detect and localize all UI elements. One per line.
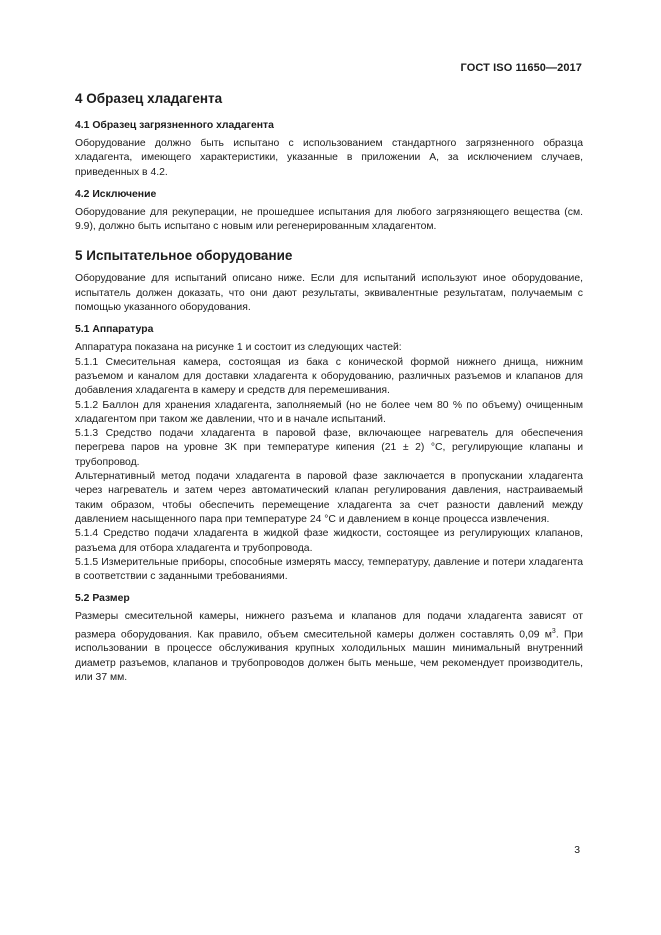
page-content	[75, 91, 583, 685]
section-4-2-paragraph: Оборудование для рекуперации, не прошедшее испытания для любого загрязняющего вещества (см. 9.9), должно быть испытано с новым или регенерированным хладагентом.	[75, 206, 583, 233]
section-5-heading: 5 Испытательное оборудование	[75, 248, 293, 264]
clause-5-1-4: 5.1.4 Средство подачи хладагента в жидкой фазе жидкости, состоящее из регулирующих клапанов, разъема для отбора хладагента и трубопровода.	[75, 528, 583, 554]
section-4-2-heading: 4.2 Исключение	[75, 188, 157, 200]
page-number: 3	[574, 845, 580, 856]
clause-5-1-2: 5.1.2 Баллон для хранения хладагента, заполняемый (но не более чем 80 % по объему) очищенным хладагентом при таком же давлении, что и в начале испытаний.	[75, 399, 583, 425]
section-5-2-paragraph	[75, 610, 583, 685]
section-4-1-paragraph: Оборудование должно быть испытано с использованием стандартного загрязненного образца хладагента, имеющего характеристики, указанные в приложении А, за исключением случаев, приведенных в 4.2.	[75, 138, 583, 178]
clause-5-1-5: 5.1.5 Измерительные приборы, способные измерять массу, температуру, давление и потери хладагента в соответствии с заданными требованиями.	[75, 556, 583, 583]
section-4-1-heading: 4.1 Образец загрязненного хладагента	[75, 120, 274, 131]
document-code-header: ГОСТ ISO 11650—2017	[460, 62, 582, 74]
section-5-1-heading: 5.1 Аппаратура	[75, 324, 154, 336]
section-5-intro-paragraph: Оборудование для испытаний описано ниже. Если для испытаний используют иное оборудование, испытатель должен доказать, что они дают результаты, эквивалентные результатам, получаемым с помощью указанного оборудования.	[75, 273, 583, 314]
section-5-2-text-b: . При использовании в процессе обслуживания крупных холодильных машин минимальный внутренний диаметр разъемов, клапанов и трубопроводов должен быть меньше, чем рекомендует производитель, или 37 мм.	[75, 629, 584, 684]
section-5-1-intro: Аппаратура показана на рисунке 1 и состоит из следующих частей:	[75, 342, 402, 354]
clause-5-1-3-alternative: Альтернативный метод подачи хладагента в паровой фазе заключается в пропускании хладагента через нагреватель и затем через автоматический клапан регулирования давления, настраиваемый таким образом, чтобы обеспечить перемещение хладагента за счет разности давлений между давлением насыщенного пара при температуре 24 °С и давлением в конце процесса извлечения.	[75, 471, 583, 525]
clause-5-1-1: 5.1.1 Смесительная камера, состоящая из бака с конической формой нижнего днища, нижним разъемом и каналом для доставки хладагента к оборудованию, различных разъемов и клапанов для добавления хладагента в камеру и средств для перемешивания.	[75, 356, 583, 397]
cubic-superscript: 3	[551, 627, 556, 635]
section-5-2-text-a: Размеры смесительной камеры, нижнего разъема и клапанов для подачи хладагента зависят от размера оборудования. Как правило, объем смесительной камеры должен составлять 0,09 м	[75, 611, 583, 641]
section-5-2-heading: 5.2 Размер	[75, 593, 130, 605]
clause-5-1-3: 5.1.3 Средство подачи хладагента в паровой фазе, включающее нагреватель для обеспечения перегрева паров на уровне 3K при температуре кипения (21 ± 2) °С, регулирующие клапаны и трубопровод.	[75, 428, 583, 468]
section-4-heading: 4 Образец хладагента	[75, 91, 223, 106]
